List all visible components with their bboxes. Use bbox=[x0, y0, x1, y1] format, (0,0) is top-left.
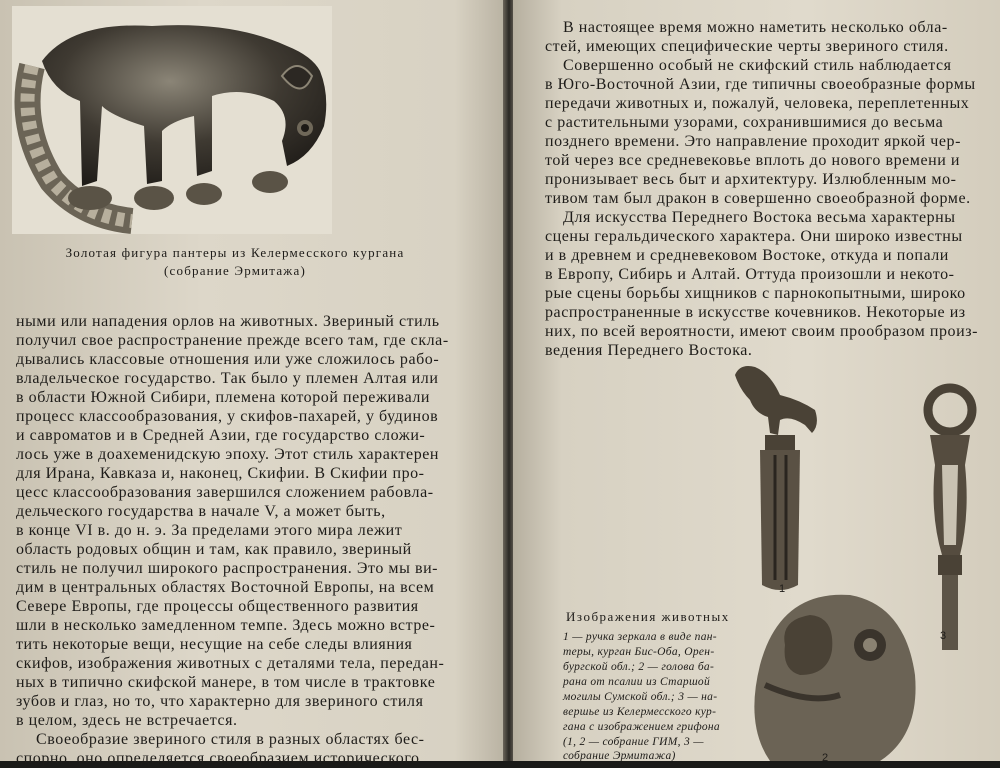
text-line: ными или нападения орлов на животных. Звериный стиль bbox=[16, 313, 440, 330]
text-line: цесс классообразования завершился сложением рабовла- bbox=[16, 484, 434, 501]
text-line: той через все средневековье вплоть до нового времени и bbox=[545, 152, 961, 169]
caption-line: собрание Эрмитажа) bbox=[563, 750, 676, 762]
text-line: получил свое распространение прежде всего там, где скла- bbox=[16, 332, 449, 349]
text-line: стей, имеющих специфические черты звериного стиля. bbox=[545, 38, 949, 55]
text-line: дим в центральных областях Восточной Европы, на всем bbox=[16, 579, 435, 596]
text-line: пронизывает весь быт и архитектуру. Излюбленным мо- bbox=[545, 171, 957, 188]
caption-line: вершье из Келермесского кур- bbox=[563, 706, 717, 718]
text-line: ных в типично скифской манере, в том числе в трактовке bbox=[16, 674, 436, 691]
text-line: в конце VI в. до н. э. За пределами этого мира лежит bbox=[16, 522, 403, 539]
text-line: Совершенно особый не скифский стиль наблюдается bbox=[563, 57, 952, 74]
figure-number-2: 2 bbox=[822, 752, 829, 764]
text-line: тить некоторые вещи, несущие на себе следы влияния bbox=[16, 636, 413, 653]
text-line: стиль не получил широкого распространения. Это мы ви- bbox=[16, 560, 439, 577]
text-line: шли в несколько замедленном темпе. Здесь можно встре- bbox=[16, 617, 436, 634]
text-line: сцены геральдического характера. Они широко известны bbox=[545, 228, 963, 245]
text-line: дывались классовые отношения или уже сложилось рабо- bbox=[16, 351, 440, 368]
panther-figure-caption bbox=[50, 244, 420, 280]
text-line: зубов и глаз, но то, что характерно для звериного стиля bbox=[16, 693, 424, 710]
caption-line: (собрание Эрмитажа) bbox=[164, 263, 306, 278]
text-line: владельческое государство. Так было у племен Алтая или bbox=[16, 370, 439, 387]
caption-line: гана с изображением грифона bbox=[563, 721, 720, 733]
text-line: в области Южной Сибири, племена которой переживали bbox=[16, 389, 431, 406]
text-line: передачи животных и, пожалуй, человека, переплетенных bbox=[545, 95, 970, 112]
text-line: в Европу, Сибирь и Алтай. Оттуда произошли и некото- bbox=[545, 266, 955, 283]
text-line: позднего времени. Это направление проходит яркой чер- bbox=[545, 133, 961, 150]
caption-line: теры, курган Бис-Оба, Орен- bbox=[563, 646, 715, 658]
text-line: и в древнем и средневековом Востоке, откуда и попали bbox=[545, 247, 949, 264]
text-line: с растительными узорами, сохранившимися до весьма bbox=[545, 114, 944, 131]
text-line: ведения Переднего Востока. bbox=[545, 342, 753, 359]
text-line: тивом там был дракон в совершенно своеобразной форме. bbox=[545, 190, 971, 207]
figure-number-3: 3 bbox=[940, 630, 947, 642]
text-line: спорно, оно определяется своеобразием исторического bbox=[16, 750, 420, 767]
caption-line: 1 — ручка зеркала в виде пан- bbox=[563, 631, 717, 643]
animal-objects-illustration bbox=[720, 355, 990, 761]
text-line: для Ирана, Кавказа и, наконец, Скифии. В Скифии про- bbox=[16, 465, 425, 482]
text-line: них, по всей вероятности, имеют своим прообразом произ- bbox=[545, 323, 978, 340]
text-line: Для искусства Переднего Востока весьма характерны bbox=[563, 209, 956, 226]
text-line: скифов, изображения животных с деталями тела, передан- bbox=[16, 655, 445, 672]
text-line: область родовых общин и там, как правило, звериный bbox=[16, 541, 412, 558]
caption-line: (1, 2 — собрание ГИМ, 3 — bbox=[563, 736, 704, 748]
panther-figure-illustration bbox=[12, 6, 332, 234]
text-line: Своеобразие звериного стиля в разных областях бес- bbox=[36, 731, 425, 748]
text-line: и савроматов и в Средней Азии, где государство сложи- bbox=[16, 427, 426, 444]
figure-number-1: 1 bbox=[779, 583, 786, 595]
text-line: распространенные в искусстве кочевников. Некоторые из bbox=[545, 304, 966, 321]
text-line: лось уже в доахеменидскую эпоху. Этот стиль характерен bbox=[16, 446, 440, 463]
figure-caption-title: Изображения животных bbox=[566, 609, 730, 624]
caption-line: рана от псалии из Старшой bbox=[563, 676, 711, 688]
text-line: в целом, здесь не встречается. bbox=[16, 712, 238, 729]
text-line: рые сцены борьбы хищников с парнокопытными, широко bbox=[545, 285, 966, 302]
text-line: дельческого государства в начале V, а может быть, bbox=[16, 503, 386, 520]
caption-line: Золотая фигура пантеры из Келермесского кургана bbox=[65, 245, 405, 260]
text-line: процесс классообразования, у скифов-пахарей, у будинов bbox=[16, 408, 439, 425]
caption-line: могилы Сумской обл.; 3 — на- bbox=[563, 691, 718, 703]
caption-line: бургской обл.; 2 — голова ба- bbox=[563, 661, 715, 673]
text-line: Севере Европы, где процессы общественного развития bbox=[16, 598, 419, 615]
text-line: в Юго-Восточной Азии, где типичны своеобразные формы bbox=[545, 76, 976, 93]
text-line: В настоящее время можно наметить несколько обла- bbox=[563, 19, 948, 36]
